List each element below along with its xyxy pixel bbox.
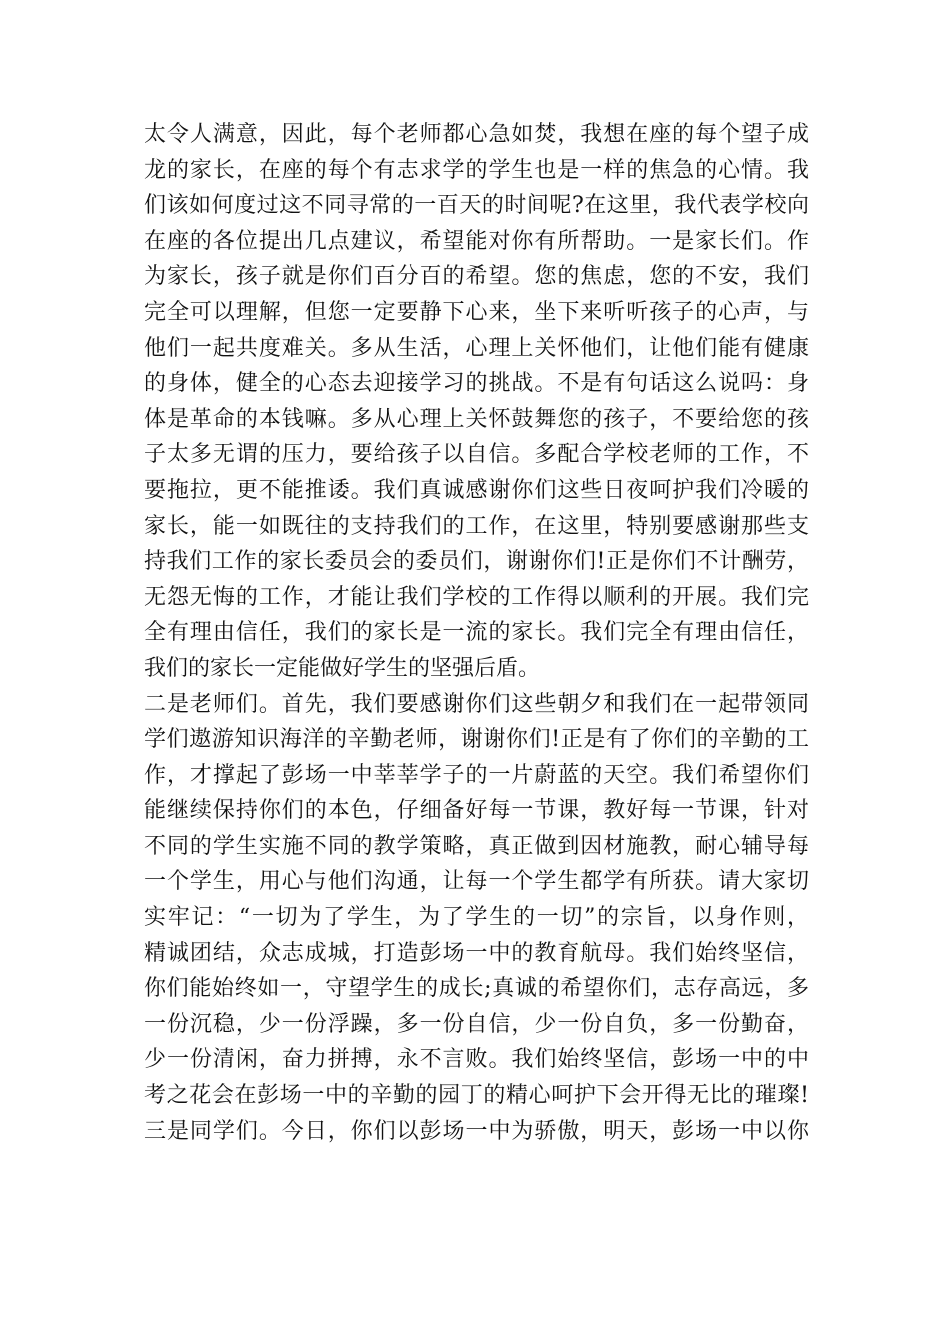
text-line: 家长，能一如既往的支持我们的工作，在这里，特别要感谢那些支 — [144, 513, 809, 539]
text-line: 学们遨游知识海洋的辛勤老师，谢谢你们!正是有了你们的辛勤的工 — [144, 727, 809, 753]
text-line: 在座的各位提出几点建议，希望能对你有所帮助。一是家长们。作 — [144, 228, 809, 254]
text-line: 能继续保持你们的本色，仔细备好每一节课，教好每一节课，针对 — [144, 798, 809, 824]
text-line: 完全可以理解，但您一定要静下心来，坐下来听听孩子的心声，与 — [144, 299, 809, 325]
text-line: 太令人满意，因此，每个老师都心急如焚，我想在座的每个望子成 — [144, 122, 809, 147]
text-line: 三是同学们。今日，你们以彭场一中为骄傲，明天，彭场一中以你 — [144, 1118, 809, 1144]
text-line: 要拖拉，更不能推诿。我们真诚感谢你们这些日夜呵护我们冷暖的 — [144, 477, 809, 503]
text-line: 全有理由信任，我们的家长是一流的家长。我们完全有理由信任， — [144, 620, 809, 646]
text-line: 考之花会在彭场一中的辛勤的园丁的精心呵护下会开得无比的璀璨! — [144, 1083, 809, 1109]
text-line: 二是老师们。首先，我们要感谢你们这些朝夕和我们在一起带领同 — [144, 691, 809, 717]
text-line: 无怨无悔的工作，才能让我们学校的工作得以顺利的开展。我们完 — [144, 584, 809, 610]
text-line: 少一份清闲，奋力拼搏，永不言败。我们始终坚信，彭场一中的中 — [144, 1047, 809, 1073]
text-line: 的身体，健全的心态去迎接学习的挑战。不是有句话这么说吗：身 — [144, 371, 809, 397]
text-line: 们该如何度过这不同寻常的一百天的时间呢?在这里，我代表学校向 — [144, 193, 809, 219]
text-line: 我们的家长一定能做好学生的坚强后盾。 — [144, 655, 541, 681]
text-line: 子太多无谓的压力，要给孩子以自信。多配合学校老师的工作，不 — [144, 442, 809, 468]
text-line: 一份沉稳，少一份浮躁，多一份自信，少一份自负，多一份勤奋， — [144, 1011, 809, 1037]
text-line: 为家长，孩子就是你们百分百的希望。您的焦虑，您的不安，我们 — [144, 264, 809, 290]
text-line: 精诚团结，众志成城，打造彭场一中的教育航母。我们始终坚信， — [144, 940, 809, 966]
body-text — [144, 117, 809, 1149]
text-line: 实牢记：“一切为了学生，为了学生的一切”的宗旨，以身作则， — [144, 905, 809, 931]
text-line: 持我们工作的家长委员会的委员们，谢谢你们!正是你们不计酬劳， — [144, 549, 809, 575]
text-line: 体是革命的本钱嘛。多从心理上关怀鼓舞您的孩子，不要给您的孩 — [144, 406, 809, 432]
text-line: 他们一起共度难关。多从生活，心理上关怀他们，让他们能有健康 — [144, 335, 809, 361]
text-line: 一个学生，用心与他们沟通，让每一个学生都学有所获。请大家切 — [144, 869, 809, 895]
text-line: 你们能始终如一，守望学生的成长;真诚的希望你们，志存高远，多 — [144, 976, 809, 1002]
text-line: 不同的学生实施不同的教学策略，真正做到因材施教，耐心辅导每 — [144, 833, 809, 859]
text-line: 龙的家长，在座的每个有志求学的学生也是一样的焦急的心情。我 — [144, 157, 809, 183]
text-line: 作，才撑起了彭场一中莘莘学子的一片蔚蓝的天空。我们希望你们 — [144, 762, 809, 788]
